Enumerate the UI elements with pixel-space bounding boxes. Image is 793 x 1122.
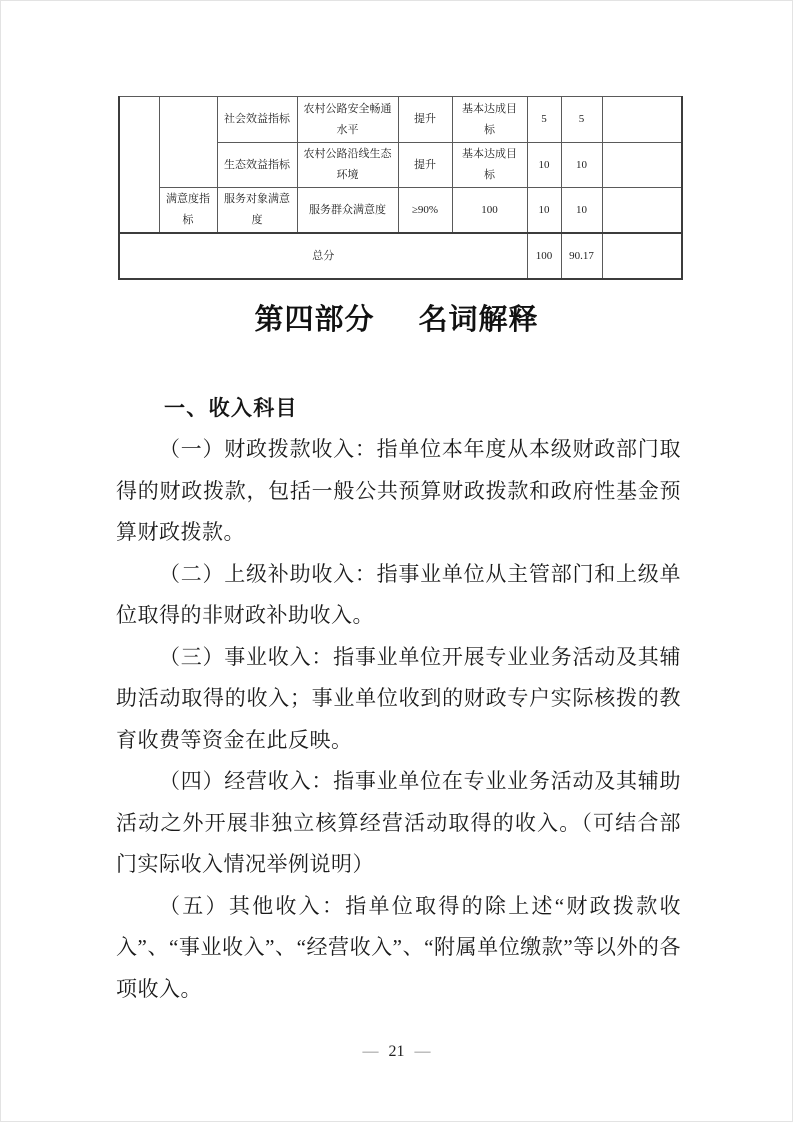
cell-indicator-type: 服务对象满意度 (217, 188, 297, 234)
cell-actual-value: 基本达成目标 (452, 143, 527, 188)
cell-full-score: 10 (527, 143, 561, 188)
cell-note (602, 188, 682, 234)
cell-indicator-name: 服务群众满意度 (297, 188, 398, 234)
cell-total-score: 90.17 (561, 233, 602, 279)
cell-total-label: 总分 (119, 233, 527, 279)
page-number: 21 (388, 1043, 405, 1060)
cell-target-value: 提升 (398, 97, 452, 143)
cell-indicator-type: 生态效益指标 (217, 143, 297, 188)
cell-target-value: ≥90% (398, 188, 452, 234)
cell-category-spacer (159, 97, 217, 188)
paragraph-operating-income: （四）经营收入：指事业单位在专业业务活动及其辅助活动之外开展非独立核算经营活动取得的收入。（可结合部门实际收入情况举例说明） (116, 769, 681, 876)
cell-category: 满意度指标 (159, 188, 217, 234)
section-title-part2: 名词解释 (418, 304, 539, 336)
cell-target-value: 提升 (398, 143, 452, 188)
table-row (119, 188, 682, 234)
cell-score: 10 (561, 143, 602, 188)
table-row (119, 97, 682, 143)
paragraph-superior-subsidy-income: （二）上级补助收入：指事业单位从主管部门和上级单位取得的非财政补助收入。 (116, 561, 681, 627)
footer-dash-left: — (362, 1043, 379, 1060)
section-title-part1: 第四部分 (254, 304, 375, 336)
footer-dash-right: — (414, 1043, 431, 1060)
paragraph-business-income: （三）事业收入：指事业单位开展专业业务活动及其辅助活动取得的收入；事业单位收到的财政专户实际核拨的教育收费等资金在此反映。 (116, 644, 681, 752)
paragraph-other-income: （五）其他收入：指单位取得的除上述“财政拨款收入”、“事业收入”、“经营收入”、“附属单位缴款”等以外的各项收入。 (116, 893, 681, 1001)
cell-full-score: 10 (527, 188, 561, 234)
cell-score: 5 (561, 97, 602, 143)
cell-full-score: 5 (527, 97, 561, 143)
table-total-row (119, 233, 682, 279)
cell-actual-value: 100 (452, 188, 527, 234)
cell-score: 10 (561, 188, 602, 234)
page-footer (1, 1041, 792, 1063)
cell-total-full-score: 100 (527, 233, 561, 279)
cell-indicator-name: 农村公路沿线生态环境 (297, 143, 398, 188)
cell-note (602, 143, 682, 188)
cell-total-note (602, 233, 682, 279)
cell-actual-value: 基本达成目标 (452, 97, 527, 143)
subsection-heading: 一、收入科目 (164, 397, 298, 420)
cell-left-spacer (119, 97, 159, 234)
cell-note (602, 97, 682, 143)
cell-indicator-name: 农村公路安全畅通水平 (297, 97, 398, 143)
cell-indicator-type: 社会效益指标 (217, 97, 297, 143)
paragraph-fiscal-appropriation-income: （一）财政拨款收入：指单位本年度从本级财政部门取得的财政拨款，包括一般公共预算财政拨款和政府性基金预算财政拨款。 (116, 437, 681, 544)
performance-indicator-table (118, 96, 683, 280)
section-title (1, 298, 792, 342)
body-text (116, 429, 681, 1010)
